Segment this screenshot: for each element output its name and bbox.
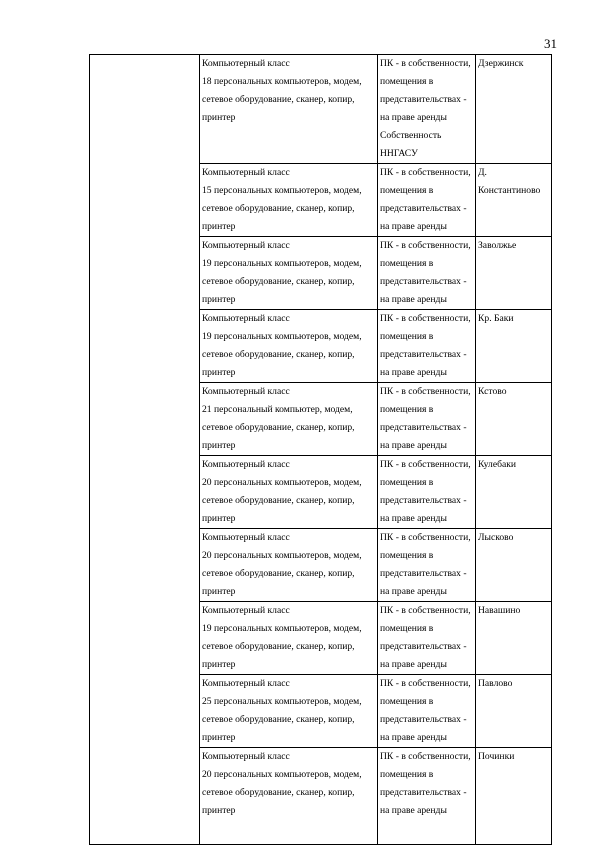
ownership-cell [378, 602, 476, 675]
location-line: Кстово [478, 386, 507, 397]
ownership-line: ПК - в собственности, [380, 386, 471, 397]
ownership-line: на праве аренды [380, 221, 447, 232]
ownership-cell [378, 383, 476, 456]
ownership-line: Собственность [380, 130, 442, 141]
ownership-line: ПК - в собственности, [380, 240, 471, 251]
ownership-line: помещения в [380, 404, 434, 415]
ownership-line: ПК - в собственности, [380, 605, 471, 616]
location-cell [476, 310, 552, 383]
ownership-line: помещения в [380, 696, 434, 707]
equipment-line: Компьютерный класс [202, 532, 290, 543]
equipment-line: принтер [202, 367, 236, 378]
equipment-cell [200, 310, 378, 383]
equipment-cell [200, 164, 378, 237]
equipment-cell [200, 456, 378, 529]
equipment-line: 19 персональных компьютеров, модем, [202, 623, 362, 634]
equipment-line: сетевое оборудование, сканер, копир, [202, 422, 355, 433]
location-line: Кулебаки [478, 459, 517, 470]
ownership-cell [378, 164, 476, 237]
ownership-line: ПК - в собственности, [380, 532, 471, 543]
ownership-line: на праве аренды [380, 586, 447, 597]
equipment-line: Компьютерный класс [202, 605, 290, 616]
ownership-line: помещения в [380, 185, 434, 196]
ownership-line: помещения в [380, 76, 434, 87]
ownership-line: на праве аренды [380, 440, 447, 451]
location-line: Кр. Баки [478, 313, 514, 324]
ownership-line: представительствах - [380, 94, 467, 105]
facilities-table [89, 54, 552, 845]
equipment-line: принтер [202, 732, 236, 743]
equipment-line: сетевое оборудование, сканер, копир, [202, 276, 355, 287]
ownership-line: на праве аренды [380, 367, 447, 378]
equipment-line: 20 персональных компьютеров, модем, [202, 769, 362, 780]
equipment-line: сетевое оборудование, сканер, копир, [202, 203, 355, 214]
ownership-line: представительствах - [380, 568, 467, 579]
location-cell [476, 456, 552, 529]
equipment-line: 25 персональных компьютеров, модем, [202, 696, 362, 707]
ownership-line: помещения в [380, 623, 434, 634]
ownership-cell [378, 748, 476, 845]
equipment-cell [200, 675, 378, 748]
ownership-line: ННГАСУ [380, 148, 418, 159]
equipment-line: сетевое оборудование, сканер, копир, [202, 568, 355, 579]
ownership-cell [378, 675, 476, 748]
equipment-cell [200, 55, 378, 164]
equipment-line: принтер [202, 112, 236, 123]
equipment-line: 20 персональных компьютеров, модем, [202, 550, 362, 561]
location-cell [476, 55, 552, 164]
table-row [90, 55, 552, 164]
location-line: Починки [478, 751, 515, 762]
equipment-line: Компьютерный класс [202, 240, 290, 251]
equipment-cell [200, 237, 378, 310]
equipment-line: Компьютерный класс [202, 58, 290, 69]
equipment-line: 20 персональных компьютеров, модем, [202, 477, 362, 488]
ownership-line: помещения в [380, 550, 434, 561]
equipment-line: принтер [202, 513, 236, 524]
ownership-line: помещения в [380, 477, 434, 488]
ownership-line: на праве аренды [380, 294, 447, 305]
equipment-cell [200, 748, 378, 845]
page-number: 31 [544, 36, 557, 51]
ownership-line: на праве аренды [380, 659, 447, 670]
equipment-line: принтер [202, 221, 236, 232]
equipment-line: сетевое оборудование, сканер, копир, [202, 94, 355, 105]
equipment-cell [200, 529, 378, 602]
ownership-line: представительствах - [380, 714, 467, 725]
location-line: Павлово [478, 678, 513, 689]
ownership-cell [378, 456, 476, 529]
location-cell [476, 383, 552, 456]
equipment-line: Компьютерный класс [202, 678, 290, 689]
ownership-line: ПК - в собственности, [380, 167, 471, 178]
equipment-line: принтер [202, 659, 236, 670]
equipment-cell [200, 383, 378, 456]
equipment-line: 21 персональный компьютер, модем, [202, 404, 353, 415]
equipment-line: принтер [202, 294, 236, 305]
table-body [90, 55, 552, 845]
ownership-line: ПК - в собственности, [380, 678, 471, 689]
ownership-line: помещения в [380, 769, 434, 780]
equipment-line: 19 персональных компьютеров, модем, [202, 331, 362, 342]
equipment-line: Компьютерный класс [202, 459, 290, 470]
location-line: Д. [478, 167, 487, 178]
location-line: Заволжье [478, 240, 517, 251]
ownership-line: представительствах - [380, 349, 467, 360]
equipment-line: сетевое оборудование, сканер, копир, [202, 714, 355, 725]
equipment-line: 19 персональных компьютеров, модем, [202, 258, 362, 269]
ownership-line: на праве аренды [380, 805, 447, 816]
equipment-line: принтер [202, 805, 236, 816]
equipment-line: Компьютерный класс [202, 167, 290, 178]
merged-empty-cell [90, 55, 200, 845]
ownership-line: на праве аренды [380, 732, 447, 743]
equipment-line: принтер [202, 586, 236, 597]
location-cell [476, 748, 552, 845]
equipment-line: сетевое оборудование, сканер, копир, [202, 641, 355, 652]
equipment-line: Компьютерный класс [202, 751, 290, 762]
ownership-line: представительствах - [380, 422, 467, 433]
ownership-line: ПК - в собственности, [380, 459, 471, 470]
equipment-line: сетевое оборудование, сканер, копир, [202, 349, 355, 360]
ownership-line: представительствах - [380, 276, 467, 287]
ownership-line: представительствах - [380, 495, 467, 506]
location-cell [476, 164, 552, 237]
equipment-cell [200, 602, 378, 675]
ownership-line: помещения в [380, 258, 434, 269]
location-line: Навашино [478, 605, 521, 616]
equipment-line: Компьютерный класс [202, 386, 290, 397]
location-cell [476, 237, 552, 310]
equipment-line: 18 персональных компьютеров, модем, [202, 76, 362, 87]
ownership-cell [378, 237, 476, 310]
ownership-line: на праве аренды [380, 513, 447, 524]
ownership-cell [378, 55, 476, 164]
ownership-cell [378, 529, 476, 602]
equipment-line: Компьютерный класс [202, 313, 290, 324]
location-line: Лысково [478, 532, 514, 543]
ownership-line: представительствах - [380, 641, 467, 652]
equipment-line: 15 персональных компьютеров, модем, [202, 185, 362, 196]
equipment-line: принтер [202, 440, 236, 451]
ownership-line: ПК - в собственности, [380, 313, 471, 324]
ownership-line: помещения в [380, 331, 434, 342]
ownership-line: ПК - в собственности, [380, 58, 471, 69]
ownership-line: представительствах - [380, 787, 467, 798]
ownership-line: на праве аренды [380, 112, 447, 123]
location-cell [476, 529, 552, 602]
equipment-line: сетевое оборудование, сканер, копир, [202, 495, 355, 506]
location-line: Константиново [478, 185, 541, 196]
ownership-line: ПК - в собственности, [380, 751, 471, 762]
ownership-cell [378, 310, 476, 383]
equipment-line: сетевое оборудование, сканер, копир, [202, 787, 355, 798]
ownership-line: представительствах - [380, 203, 467, 214]
location-line: Дзержинск [478, 58, 524, 69]
location-cell [476, 675, 552, 748]
location-cell [476, 602, 552, 675]
